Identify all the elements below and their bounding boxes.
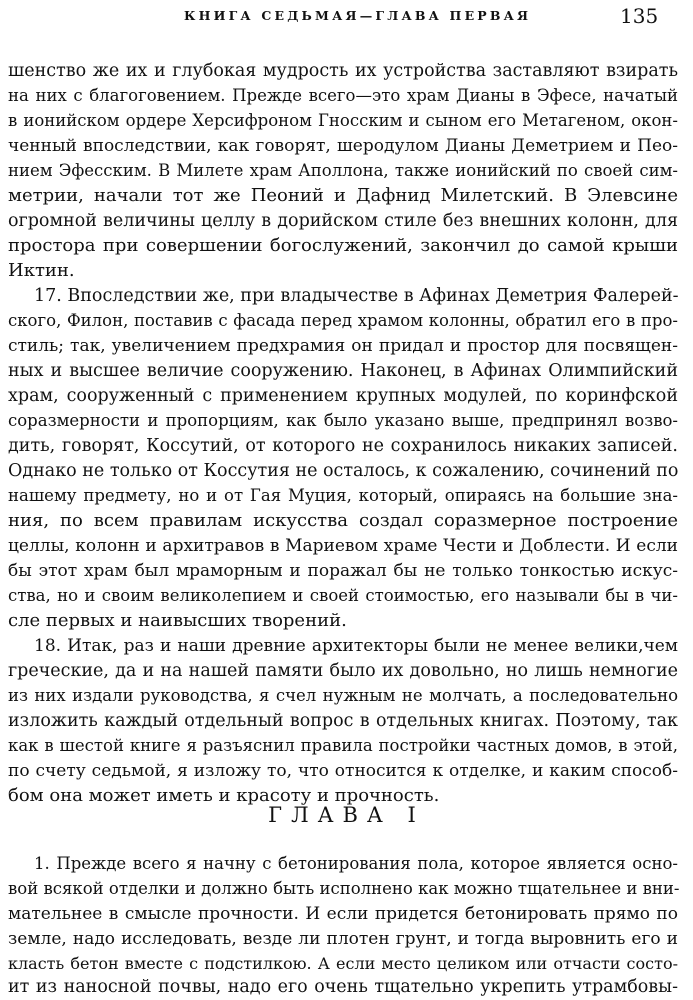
text-line: ченный впоследствии, как говорят, шеродулом Дианы Деметрием и Пео-: [8, 136, 678, 156]
text-line: соразмерности и пропорциям, как было указано выше, предпринял возво-: [8, 411, 678, 430]
text-line: изложить каждый отдельный вопрос в отдельных книгах. Поэтому, так: [8, 711, 678, 731]
chapter-heading: ГЛАВА I: [268, 803, 425, 827]
text-line: ства, но и своим великолепием и своей стоимостью, его называли бы в чи-: [8, 586, 678, 605]
page-number: 135: [620, 4, 659, 28]
text-line: земле, надо исследовать, везде ли плотен грунт, и тогда выровнить его и: [8, 929, 678, 949]
text-line: из них издали руководства, я счел нужным не молчать, а последовательно: [8, 686, 678, 705]
text-line: бы этот храм был мраморным и поражал бы не только тонкостью искус-: [8, 561, 678, 581]
text-line: огромной величины целлу в дорийском стиле без внешних колонн, для: [8, 211, 678, 231]
text-line: ит из наносной почвы, надо его очень тщательно укрепить утрамбовы-: [8, 977, 678, 997]
text-line: простора при совершении богослужений, закончил до самой крыши: [8, 235, 678, 256]
running-head: КНИГА СЕДЬМАЯ—ГЛАВА ПЕРВАЯ: [184, 8, 532, 23]
paragraph-18-start: 18. Итак, раз и наши древние архитекторы были не менее велики,чем: [34, 636, 678, 656]
text-line: бом она может иметь и красоту и прочность.: [8, 785, 440, 806]
text-line: Иктин.: [8, 260, 75, 281]
text-line: целлы, колонн и архитравов в Мариевом храме Чести и Доблести. И если: [8, 536, 678, 556]
text-line: в ионийском ордере Херсифроном Гносским и сыном его Метагеном, окон-: [8, 111, 678, 130]
text-line: шенство же их и глубокая мудрость их устройства заставляют взирать: [8, 61, 678, 81]
text-line: дить, говорят, Коссутий, от которого не сохранилось никаких записей.: [8, 436, 678, 456]
paragraph-17-start: 17. Впоследствии же, при владычестве в Афинах Деметрия Фалерей-: [34, 286, 679, 306]
text-line: класть бетон вместе с подстилкою. А если место целиком или отчасти состо-: [8, 954, 678, 973]
text-line: на них с благоговением. Прежде всего—это храм Дианы в Эфесе, начатый: [8, 86, 678, 105]
text-line: сле первых и наивысших творений.: [8, 610, 347, 631]
text-line: метрии, начали тот же Пеоний и Дафнид Милетский. В Элевсине: [8, 185, 678, 206]
text-line: стиль; так, увеличением предхрамия он придал и простор для посвящен-: [8, 336, 678, 356]
text-line: по счету седьмой, я изложу то, что относится к отделке, и каким способ-: [8, 761, 678, 781]
paragraph-1-start: 1. Прежде всего я начну с бетонирования пола, которое является осно-: [34, 854, 678, 873]
text-line: греческие, да и на нашей памяти было их довольно, но лишь немногие: [8, 661, 678, 681]
text-line: как в шестой книге я разъяснил правила постройки частных домов, в этой,: [8, 736, 678, 755]
text-line: вой всякой отделки и должно быть исполнено как можно тщательнее и вни-: [8, 879, 680, 898]
text-line: храм, сооруженный с применением крупных модулей, по коринфской: [8, 386, 678, 406]
text-line: нашему предмету, но и от Гая Муция, который, опираясь на большие зна-: [8, 486, 678, 505]
text-line: Однако не только от Коссутия не осталось, к сожалению, сочинений по: [8, 461, 679, 481]
text-line: ных и высшее величие сооружению. Наконец, в Афинах Олимпийский: [8, 361, 678, 381]
text-line: ского, Филон, поставив с фасада перед храмом колонны, обратил его в про-: [8, 311, 678, 330]
text-line: нием Эфесским. В Милете храм Аполлона, также ионийский по своей сим-: [8, 161, 678, 180]
text-line: ния, по всем правилам искусства создал соразмерное построение: [8, 510, 678, 531]
text-line: мательнее в смысле прочности. И если придется бетонировать прямо по: [8, 904, 678, 924]
